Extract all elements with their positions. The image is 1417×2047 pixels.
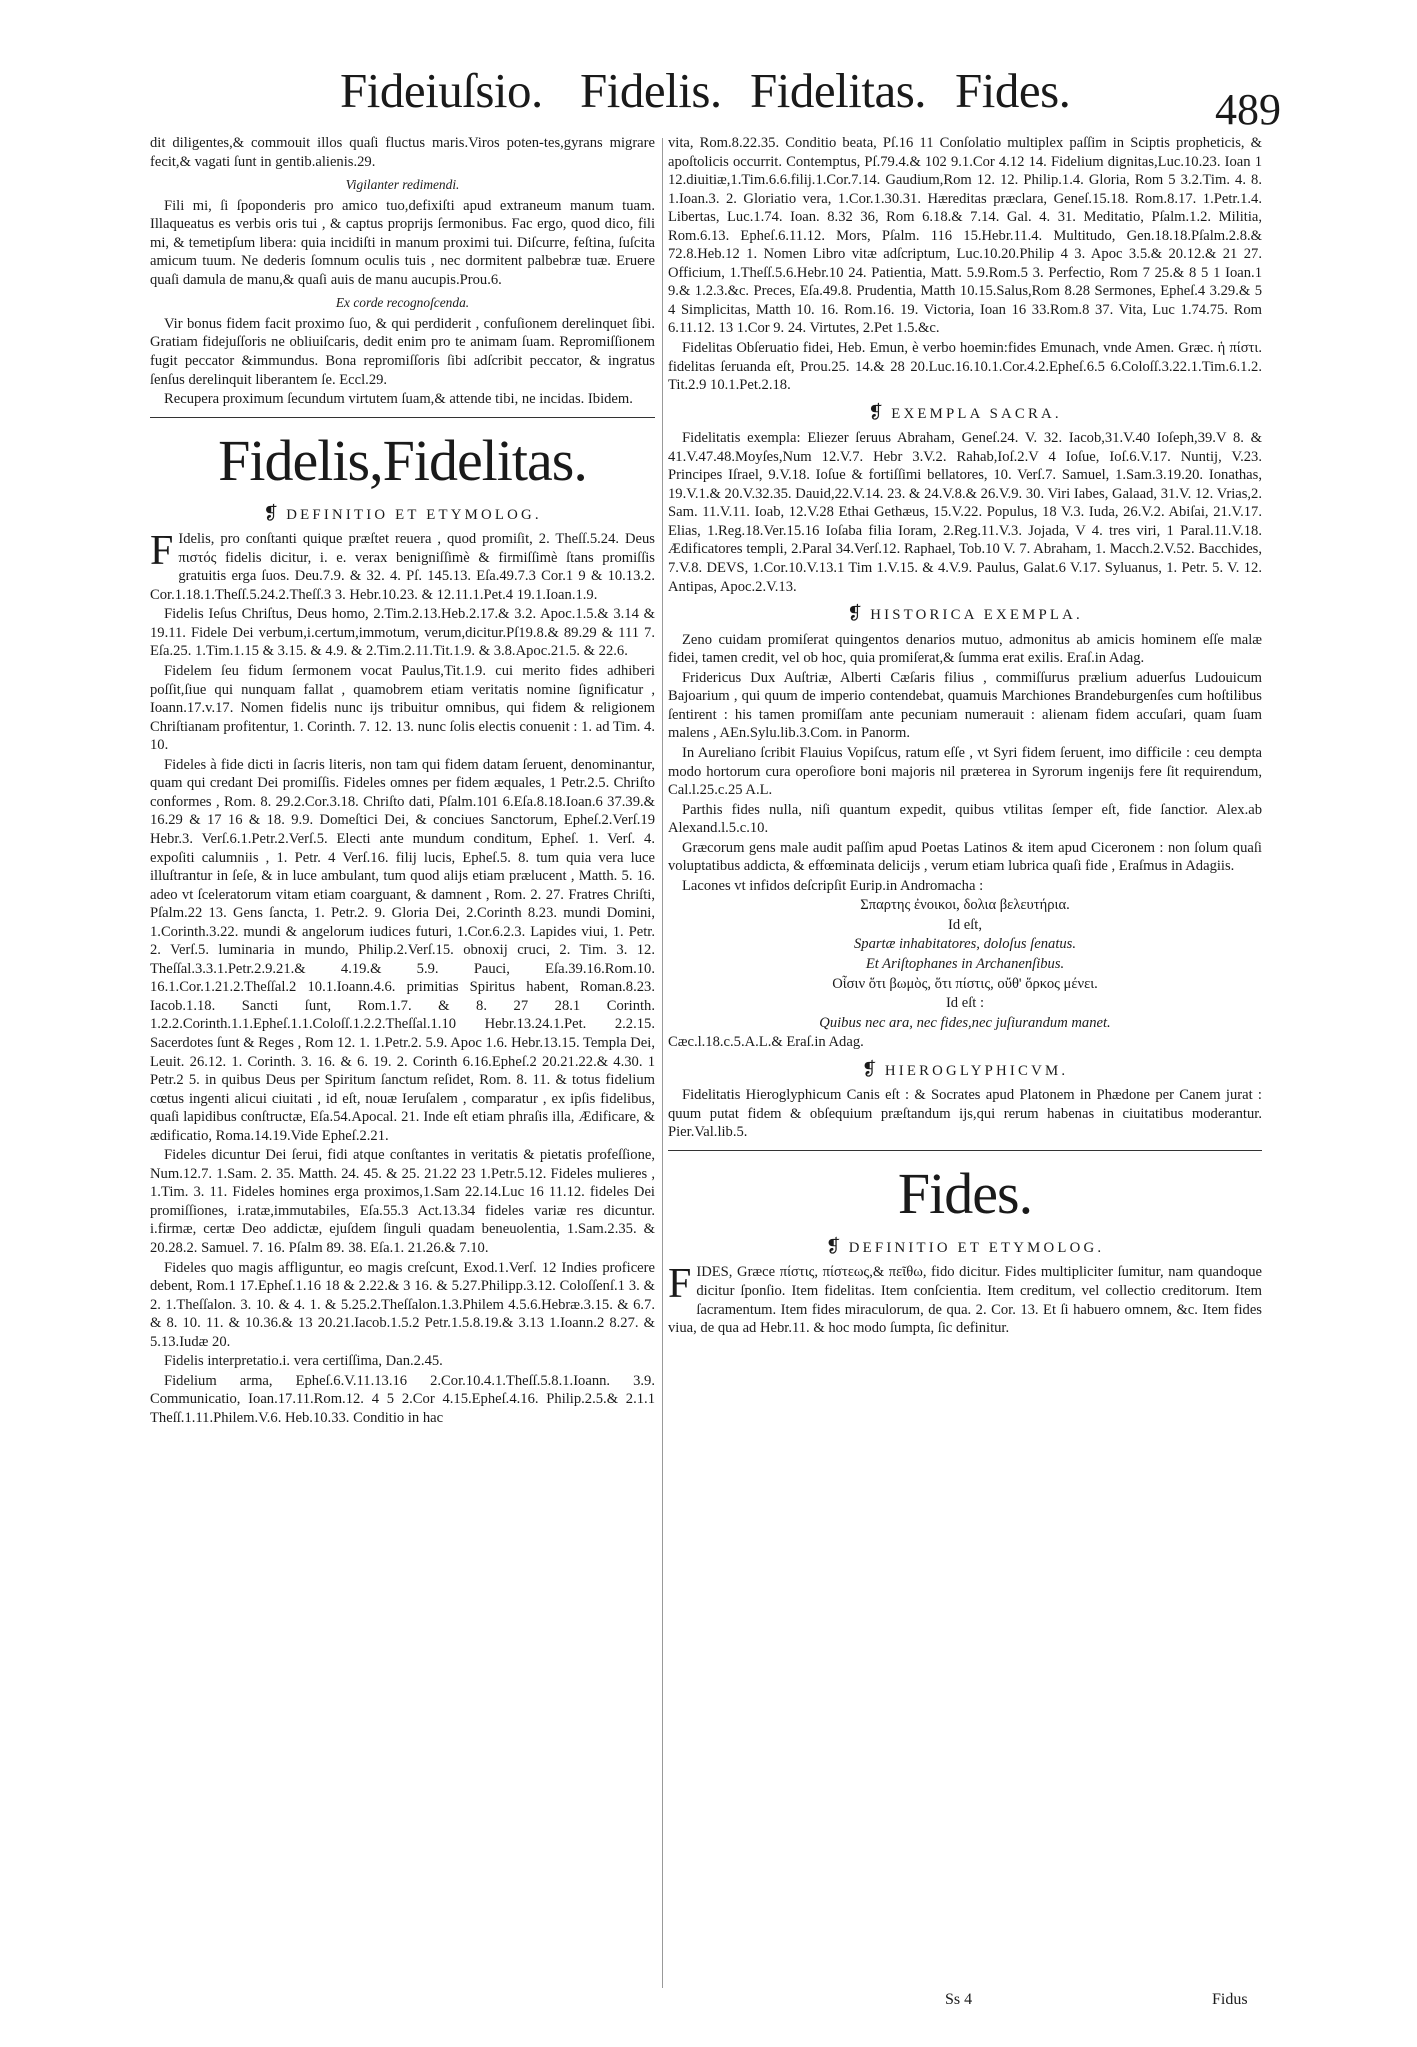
- fidelis-paragraph-6: Fideles quo magis affliguntur, eo magis creſcunt, Exod.1.Verſ. 12 Indies proficere debent, Rom.1 17.Epheſ.1.16 18 & 2.22.& 3 16. & 5.27.Philipp.3.12. Coloſſenſ.1 3. & 2. 1.Theſſalon. 3. 10. & 4. 1. & 5.25.2.Theſſalon.1.3.Philem 4.5.6.Hebræ.3.15. & 6.7. & 8. 10. 11. & 10.36.& 13 20.21.Iacob.1.5.2 Petr.1.5.8.19.& 3.13 1.Ioann.2 8.27. & 5.13.Iudæ 20.: [150, 1259, 655, 1350]
- fidelitas-paragraph: Fidelitas Obſeruatio fidei, Heb. Emun, è verbo hoemin:fides Emunach, vnde Amen. Græc. ἡ πίστι. fidelitas ſeruanda eſt, Prou.25. 14.& 28 20.Luc.16.10.1.Cor.4.2.Epheſ.6.5 6.Coloſſ.3.22.1.Tim.6.1.2. Tit.2.9 10.1.Pet.2.18.: [668, 340, 1262, 394]
- historica-paragraph-3: In Aureliano ſcribit Flauius Vopiſcus, ratum eſſe , vt Syri fidem ſeruent, imo difficile : ceu dempta modo hortorum cura operoſiore boni majoris nil præterea in Syrorum ingenijs fere ſit requirendum, Cal.l.25.c.25 A.L.: [668, 744, 1262, 799]
- hieroglyphicum-heading: [668, 1060, 1262, 1081]
- exempla-sacra-label: EXEMPLA SACRA.: [891, 405, 1062, 422]
- pilcrow-icon: ❡: [847, 603, 863, 624]
- latin-verse-1: Spartæ inhabitatores, doloſus ſenatus.: [853, 936, 1077, 953]
- fideiussio-paragraph-1: dit diligentes,& commouit illos quaſi fluctus maris.Viros poten-tes,gyrans migrare fecit,& vagati ſunt in gentib.alienis.29.: [150, 135, 655, 170]
- fideiussio-paragraph-4: Recupera proximum ſecundum virtutem ſuam,& attende tibi, ne incidas. Ibidem.: [164, 391, 633, 408]
- left-column: [150, 134, 655, 1428]
- fideiussio-subheading-2: Ex corde recognoſcenda.: [335, 295, 470, 311]
- historica-label: HISTORICA EXEMPLA.: [870, 607, 1083, 624]
- page-number: 489: [1215, 85, 1281, 134]
- fidelis-section-heading: [150, 504, 655, 525]
- fidelis-section-label: DEFINITIO ET ETYMOLOG.: [286, 506, 542, 523]
- historica-paragraph-5: Græcorum gens male audit paſſim apud Poetas Latinos & item apud Ciceronem : non ſolum quaſi voluptatibus addicta, & effœminata delicijs , verum etiam lubrica quaſi fide , Eraſmus in Adagiis.: [668, 839, 1262, 875]
- pilcrow-icon: ❡: [825, 1235, 841, 1256]
- fides-section-heading: [668, 1237, 1262, 1258]
- section-rule: [668, 1150, 1262, 1151]
- fides-title: Fides.: [897, 1160, 1033, 1226]
- fidelis-paragraph-4: Fideles à fide dicti in ſacris literis, non tam qui fidem datam ſeruent, denominantur, quam qui credant Dei promiſſis. Fideles omnes per fidem æquales, 1 Petr.2.5. Chriſto conformes , Rom. 8. 29.2.Cor.3.18. Chriſto dati, Pſalm.101 6.Eſa.8.18.Ioan.6 37.39.& 16.29 & 17 16 & 18. 9.9. Domeſtici Dei, & conciues Sanctorum, Epheſ.2.Verſ.19 Hebr.3. Verſ.6.1.Petr.2.Verſ.5. Electi ante mundum conditum, Epheſ. 1. Verſ. 4. expoſiti calumniis , 1. Petr. 4 Verſ.16. filij lucis, Epheſ.5. 8. tum quia vera luce illuſtrantur in ſeſe, & in luce ambulant, tum quod alijs etiam prælucent , Matth. 5. 16. adeo vt ſceleratorum vitam etiam coarguant, & damnent , Rom. 2. 27. Fratres Chriſti, Pſalm.22 13. Gens ſancta, 1. Petr.2. 9. Gloria Dei, 2.Corinth 8.23. mundi Domini, 1.Corinth.3.22. mundi & angelorum iudices futuri, 1.Cor.6.2.3. Lapides viui, 1. Petr. 2. Verſ.5. luminaria in mundo, Philip.2.Verſ.15. obnoxij cruci, 2. Tim. 3. 12. Theſſal.3.3.1.Petr.2.9.21.& 4.19.& 5.9. Pauci, Eſa.39.16.Rom.10. 16.1.Cor.1.21.2.Theſſal.2 10.1.Ioann.4.6. primitias Spiritus habent, Roman.8.23. Iacob.1.18. Sancti ſunt, Rom.1.7. & 8. 27 28.1 Corinth. 1.2.2.Corinth.1.1.Epheſ.1.1.Coloſſ.1.2.2.Theſſal.1.10 Hebr.13.24.1.Pet. 2.2.15. Sacerdotes ſunt & Reges , Rom 12. 1. 1.Petr.2. 5.9. Apoc 1.6. Hebr.13.15. Templa Dei, Leuit. 26.12. 1. Corinth. 3. 16. & 6. 19. 2. Corinth 6.16.Epheſ.2 20.21.22.& 4.30. 1 Petr.2 5. in quibus Deus per Spiritum ſanctum reſidet, Rom. 8. 11. & totus fidelium cœtus ingenti alicui ciuitati , id eſt, nouæ Ieruſalem , comparatur , ex ipſis fidelibus, quaſi lapidibus conſtructæ, Eſa.54.Apocal. 21. Inde eſt etiam phraſis illa, Ædificare, & ædificatio, Roma.14.19.Vide Epheſ.2.21.: [150, 756, 655, 1144]
- fidelis-paragraph-3: Fidelem ſeu fidum ſermonem vocat Paulus,Tit.1.9. cui merito fides adhiberi poſſit,ſiue qui nunquam fallat , quamobrem etiam veritatis nomine ſignificatur , Ioann.17.v.17. Nomen fidelis nunc ijs tribuitur omnibus, qui fidem & religionem Chriſtianam profitentur, 1. Corinth. 7. 12. 13. nunc ſolis electis conuenit : 1. ad Tim. 4. 10.: [150, 663, 655, 754]
- historica-paragraph-1: Zeno cuidam promiſerat quingentos denarios mutuo, admonitus ab amicis hominem eſſe malæ fidei, tamen credit, vel ob hoc, quia promiſerat,& ſumma erat exilis. Eraſ.in Adag.: [668, 631, 1262, 667]
- id-est-1: Id eſt,: [947, 916, 983, 933]
- drop-cap: F: [150, 528, 174, 575]
- fidelis-paragraph-5: Fideles dicuntur Dei ſerui, fidi atque conſtantes in veritatis & pietatis profeſſione, Num.12.7. 1.Sam. 2. 35. Matth. 24. 45. & 25. 21.22 23 1.Petr.5.12. Fideles mulieres , 1.Tim. 3. 11. Fideles homines erga proximos,1.Sam 22.14.Luc 16 11.12. fideles Dei promiſſiones, i.ratæ,immutabiles, Eſa.55.3 Act.13.34 fideles variæ res dicuntur. i.firmæ, certæ Deo addictæ, ejuſdem ſinguli quadam beneuolentia, 1.Sam.2.35. & 20.28.2. Samuel. 7. 16. Pſalm 89. 38. Eſa.1. 21.26.& 7.10.: [150, 1147, 655, 1256]
- fideiussio-paragraph-3: Vir bonus fidem facit proximo ſuo, & qui perdiderit , confuſionem derelinquet ſibi. Gratiam fidejuſſoris ne obliuiſcaris, dedit enim pro te animam ſuam. Repromiſſionem fugit peccator &immundus. Bona repromiſſoris ſibi adſcribit peccator, & ingratus ſenſus derelinquit liberantem ſe. Eccl.29.: [150, 315, 655, 388]
- fidelis-paragraph-1: Idelis, pro conſtanti quique præſtet reuera , quod promiſit, 2. Theſſ.5.24. Deus πιστός fidelis dicitur, i. e. verax benigniſſimè & firmiſſimè ſtans promiſſis gratuitis erga ſuos. Deu.7.9. & 32. 4. Pſ. 145.13. Eſa.49.7.3 Cor.1 9 & 10.13.2. Cor.1.18.1.Theſſ.5.24.2.Theſſ.3 3. Hebr.10.23. & 12.11.1.Pet.4 19.1.Ioan.1.9.: [150, 531, 655, 603]
- hieroglyphicum-label: HIEROGLYPHICVM.: [884, 1062, 1069, 1079]
- pilcrow-icon: ❡: [868, 401, 884, 422]
- column-divider: [662, 138, 663, 1988]
- right-column: [668, 134, 1262, 1339]
- pilcrow-icon: ❡: [861, 1058, 877, 1079]
- catchword: Fidus: [1212, 1991, 1248, 2008]
- fidelis-title: Fidelis,Fidelitas.: [218, 427, 587, 493]
- fidelis-paragraph-8: Fidelium arma, Epheſ.6.V.11.13.16 2.Cor.10.4.1.Theſſ.5.8.1.Ioann. 3.9. Communicatio, Ioan.17.11.Rom.12. 4 5 2.Cor 4.15.Epheſ.4.16. Philip.2.5.& 2.1.1 Theſſ.1.11.Philem.V.6. Heb.10.33. Conditio in hac: [150, 1372, 655, 1426]
- fides-paragraph-1: IDES, Græce πίστις, πίστεως,& πεῖθω, fido dicitur. Fides multipliciter ſumitur, nam quandoque dicitur ſponſio. Item fidelitas. Item conſcientia. Item creditum, vel collectio creditorum. Item ſacramentum. Item fides miraculorum, de qua. 2. Cor. 13. Et ſi habuero omnem, &c. Item fides viua, de qua ad Hebr.11. & hoc modo ſumpta, ſic definitur.: [668, 1264, 1262, 1337]
- exempla-sacra-paragraph: Fidelitatis exempla: Eliezer ſeruus Abraham, Geneſ.24. V. 32. Iacob,31.V.40 Ioſeph,39.V 8. & 41.V.47.48.Moyſes,Num 12.V.7. Hebr 3.V.2. Rahab,Ioſ.2.V 4 Ioſue, Ioſ.6.V.17. Nuntij, V.23. Principes Iſrael, 9.V.18. Ioſue & fortiſſimi bellatores, 10. Verſ.7. Samuel, 1.Sam.3.19.20. Ionathas, 19.V.1.& 20.V.32.35. Dauid,22.V.14. 23. & 24.V.8.& 26.V.9. 30. Viri Iabes, Galaad, 31.V. 12. Vrias,2. Sam. 11.V.11. Ioab, 12.V.28 Ethai Gethæus, 15.V.22. Populus, 18 V.3. Iuda, 26.V.2. Abiſai, 21.V.17. Elias, 1.Reg.18.Ver.15.16 Ioſaba filia Ioram, 2.Reg.11.V.3. Jojada, V 4. tres viri, 1 Paral.11.V.18. Ædificatores templi, 2.Paral 34.Verſ.12. Raphael, Tob.10 V. 7. Abraham, 1. Macch.2.V.52. Bacchides, 7.V.8. DEVS, 1.Cor.10.V.13.1 Tim 1.V.15. & 4.V.9. Paulus, Galat.6 V.17. Syluanus, 1. Petr. 5. V. 12. Antipas, Apoc.2.V.13.: [668, 430, 1262, 595]
- running-header: [340, 62, 1280, 132]
- signature-mark: Ss 4: [945, 1991, 973, 2008]
- section-rule: [150, 417, 655, 418]
- running-title-fideiussio: Fideiuſsio.: [340, 63, 543, 118]
- running-title-fides: Fides.: [955, 63, 1071, 118]
- fidelis-paragraph-2: Fidelis Ieſus Chriſtus, Deus homo, 2.Tim.2.13.Heb.2.17.& 3.2. Apoc.1.5.& 3.14 & 19.11. Fidele Dei verbum,i.certum,immotum, verum,dicitur.Pſ19.8.& 89.29 & 111 7. Eſa.25. 1.Tim.1.15 & 3.15. & 4.9. & 2.Tim.2.11.Tit.1.9. & 3.8.Apoc.21.5. & 22.6.: [150, 606, 655, 660]
- historica-paragraph-6: Lacones vt infidos deſcripſit Eurip.in Andromacha :: [682, 877, 984, 894]
- fideiussio-subheading-1: Vigilanter redimendi.: [345, 177, 460, 193]
- hieroglyphicum-paragraph: Fidelitatis Hieroglyphicum Canis eſt : & Socrates apud Platonem in Phædone per Canem jurat : quum putat fidem & obſequium præſtandum ijs,qui rerum habenas in ciuitatibus moderantur. Pier.Val.lib.5.: [668, 1087, 1262, 1141]
- historica-heading: [668, 604, 1262, 625]
- latin-verse-2: Et Ariſtophanes in Archanenſibus.: [865, 955, 1065, 972]
- fideiussio-paragraph-2: Fili mi, ſi ſpoponderis pro amico tuo,defixiſti apud extraneum manum tuam. Illaqueatus es verbis oris tui , & captus proprijs ſermonibus. Fac ergo, quod dico, fili mi, & temetipſum libera: quia incidiſti in manum proximi tui. Diſcurre, feſtina, ſuſcita amicum tuum. Ne dederis ſomnum oculis tuis , nec dormitent palbebræ tuæ. Eruere quaſi damula de manu,& quaſi auis de manu aucupis.Prou.6.: [150, 197, 655, 288]
- running-title-fidelis: Fidelis.: [580, 63, 722, 118]
- fidelis-continued-paragraph-1: vita, Rom.8.22.35. Conditio beata, Pſ.16 11 Conſolatio multiplex paſſim in Sciptis propheticis, & apoſtolicis occurrit. Contemptus, Pſ.79.4.& 102 9.1.Cor 4.12 14. Fidelium dignitas,Luc.10.23. Ioan 1 12.diuitiæ,1.Tim.6.6.filij.1.Cor.7.14. Gaudium,Rom 12. 12. Philip.1.4. Gloria, Rom 5 3.2.Tim. 4. 8. 1.Ioan.3. 2. Gloriatio vera, 1.Cor.1.30.31. Hæreditas præclara, Geneſ.15.18. Rom.8.17. 1.Petr.1.4. Libertas, Luc.1.74. Ioan. 8.32 36, Rom 6.18.& 7.14. Gal. 4. 31. Meditatio, Pſalm.1.2. Militia, Rom.6.13. Epheſ.6.11.12. Mors, Pſalm. 116 15.Hebr.11.4. Multitudo, Gen.18.18.Pſalm.2.8.& 72.8.Heb.12 1. Nomen Libro vitæ adſcriptum, Luc.10.20.Philip 4 3. Apoc 3.5.& 20.12.& 21 27. Officium, 1.Theſſ.5.6.Hebr.10 24. Patientia, Matt. 5.9.Rom.5 3. Perfectio, Rom 7 25.& 8 5 1 Ioan.1 9.& 1.2.3.&c. Preces, Eſa.49.8. Prudentia, Matth 10.15.Salus,Rom 8.28 Sermones, Epheſ.4 3.29.& 5 4 Simplicitas, Matth 10. 16. Rom.16. 19. Victoria, Ioan 16 33.Rom.8 37. Vita, Luc 1.74.75. Rom 6.11.12. 13 1.Cor 9. 24. Virtutes, 2.Pet 1.5.&c.: [668, 135, 1262, 337]
- fidelis-paragraph-7: Fidelis interpretatio.i. vera certiſſima, Dan.2.45.: [164, 1353, 443, 1370]
- id-est-2: Id eſt :: [945, 995, 985, 1012]
- fides-section-label: DEFINITIO ET ETYMOLOG.: [848, 1239, 1105, 1256]
- drop-cap: F: [668, 1261, 692, 1308]
- historica-paragraph-4: Parthis fides nulla, niſi quantum expedit, quibus vtilitas ſemper eſt, fide ſanctior. Alex.ab Alexand.l.5.c.10.: [668, 801, 1262, 837]
- running-title-fidelitas: Fidelitas.: [750, 63, 927, 118]
- historica-reference: Cæc.l.18.c.5.A.L.& Eraſ.in Adag.: [668, 1034, 864, 1051]
- latin-verse-3: Quibus nec ara, nec fides,nec juſiurandum manet.: [819, 1014, 1111, 1031]
- historica-paragraph-2: Fridericus Dux Auſtriæ, Alberti Cæſaris filius , commiſſurus prælium aduerſus Ludouicum Bajoarium , qui quum de imperio contendebat, quamuis Marchiones Brandeburgenſes cum hoſtilibus ſentirent : his tamen promiſſam ante pecuniam numerauit : alienam fidem accuſari, quam ſuam malens , AEn.Sylu.lib.3.Com. in Panorm.: [668, 669, 1262, 742]
- pilcrow-icon: ❡: [263, 502, 279, 523]
- greek-verse-2: Οἷσιν ὅτι βωμὸς, ὅτι πίστις, οὔθ' ὅρκος μένει.: [832, 975, 1098, 992]
- exempla-sacra-heading: [668, 403, 1262, 424]
- greek-verse-1: Σπαρτης ἐνοικοι, δολια βελευτήρια.: [860, 897, 1070, 914]
